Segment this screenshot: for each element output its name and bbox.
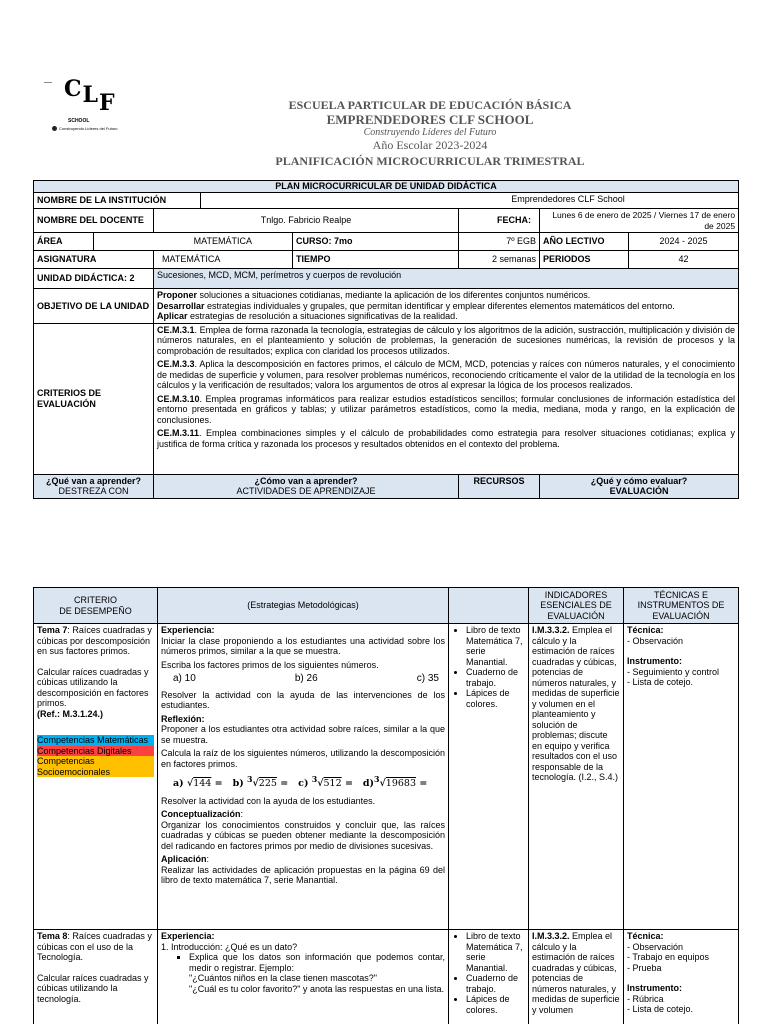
header-criterio: CRITERIO DE DESEMPEÑO — [34, 588, 158, 624]
criterion-1-code: CE.M.3.1 — [157, 324, 195, 335]
objective-1 — [157, 290, 735, 301]
tema7-ins-item: - Lista de cotejo. — [627, 677, 694, 687]
root-c-label: c) — [298, 778, 312, 790]
col-eval-question: ¿Qué y cómo evaluar? — [590, 475, 688, 486]
teacher-label: NOMBRE DEL DOCENTE — [34, 209, 154, 233]
root-a-label: a) — [173, 778, 187, 790]
institution-value: Emprendedores CLF School — [201, 193, 739, 209]
tema8-exp-bullet — [189, 952, 445, 994]
tema7-resources-list — [462, 625, 525, 709]
tema8-exp-intro: 1. Introducción: ¿Qué es un dato? — [161, 941, 298, 952]
col-eval-header — [540, 474, 739, 498]
objective-label: OBJETIVO DE LA UNIDAD — [34, 289, 154, 324]
logo-slogan: Construyendo Líderes del Futuro — [59, 126, 118, 131]
tema7-exercises — [161, 674, 445, 685]
criterion-3-code: CE.M.3.10 — [157, 393, 200, 404]
tema7-resources-cell — [449, 624, 529, 930]
tema8-ind-text: Emplea el cálculo y la estimación de raíces cuadradas y cúbicas, potencias de números naturales, y medidas de superficie y volumen — [532, 931, 620, 1015]
root-a-eq: = — [211, 778, 223, 790]
objective-3-verb: Aplicar — [157, 311, 188, 321]
header-tecnicas: TÉCNICAS E INSTRUMENTOS DE EVALUACIÓN — [624, 588, 739, 624]
tema7-con-label — [161, 809, 445, 820]
tema8-tec-item: - Observación — [627, 941, 684, 952]
radical-icon: √ — [379, 778, 386, 790]
tema8-exp-q2: "¿Cuál es tu color favorito?" y anota las respuestas en una lista. — [189, 983, 445, 994]
col-how-header — [154, 474, 459, 498]
header-recursos-blank — [449, 588, 529, 624]
tema7-exp-text2: Escriba los factores primos de los siguientes números. — [161, 659, 379, 670]
tema8-title-text: : Raíces cuadradas y cúbicas con el uso de la Tecnología. — [37, 931, 152, 962]
tema8-tec-item: - Prueba — [627, 962, 662, 973]
periods-value: 42 — [629, 251, 739, 269]
school-line1: ESCUELA PARTICULAR DE EDUCACIÓN BÁSICA — [288, 98, 572, 112]
header-indicadores: INDICADORES ESENCIALES DE EVALUACIÓN — [529, 588, 624, 624]
tema7-ref-label: Reflexión: — [161, 713, 205, 724]
objective-3 — [157, 311, 735, 322]
tema8-title — [37, 931, 154, 963]
objective-2 — [157, 301, 735, 312]
area-label: ÁREA — [34, 233, 94, 251]
activities-table — [33, 587, 739, 1024]
tema8-tec-item: - Trabajo en equipos — [627, 952, 710, 962]
tema7-criterio-cell — [34, 624, 158, 930]
tema7-desc: Calcular raíces cuadradas y cúbicas utilizando la descomposición en factores primos. — [37, 666, 149, 708]
logo-text — [64, 76, 116, 116]
unit-plan-table — [33, 180, 739, 499]
tema8-exp-list — [185, 952, 445, 994]
radical-icon: √ — [186, 778, 194, 790]
date-value: Lunes 6 de enero de 2025 / Viernes 17 de enero de 2025 — [540, 209, 739, 233]
criterion-1-text: . Emplea de forma razonada la tecnología, estrategias de cálculo y los algoritmos de la adición, sustracción, multiplicación y división de números naturales, en el planteamiento y solución de problemas, la generación de sucesiones numéricas, la revisión de procesos y la comprobación de resultados; explica con claridad los procesos utilizados. — [157, 324, 736, 356]
institution-label: NOMBRE DE LA INSTITUCIÓN — [34, 193, 201, 209]
resource-item: • Libro de texto Matemática 7, serie Manantial. — [466, 625, 525, 667]
root-c-num: 512 — [323, 778, 342, 790]
subject-value: MATEMÁTICA — [154, 251, 293, 269]
unit-plan-title: PLAN MICROCURRICULAR DE UNIDAD DIDÁCTICA — [34, 181, 739, 193]
logo-globe-icon — [52, 126, 57, 131]
criteria-cell — [154, 323, 739, 474]
col-what-question: ¿Qué van a aprender? — [45, 475, 142, 486]
tema8-exp-b1: Explica que los datos son información que podemos contar, medir o registrar. Ejemplo: — [189, 952, 445, 973]
tema7-ex-a: a) 10 — [173, 673, 196, 684]
tema8-resources-list — [462, 931, 525, 1015]
criterion-2-code: CE.M.3.3 — [157, 359, 195, 369]
col-eval-sub: EVALUACIÓN — [609, 486, 669, 496]
root-d-eq: = — [416, 778, 428, 790]
objective-2-verb: Desarrollar — [157, 300, 205, 311]
resource-item: • Lápices de colores. — [466, 994, 525, 1015]
tema7-apl-label — [161, 854, 445, 865]
tema7-ex-c: c) 35 — [416, 673, 439, 684]
time-label: TIEMPO — [293, 251, 459, 269]
objective-2-text: estrategias individuales y grupales, que permitan identificar y emplear diferentes elementos matemáticos del entorno. — [204, 300, 675, 311]
radical-icon: √ — [252, 778, 259, 790]
objective-1-verb: Proponer — [157, 290, 198, 300]
tema7-ref-text: Proponer a los estudiantes otra actividad sobre raíces, similar a la que se muestra. — [161, 724, 445, 745]
tema7-apl-text: Realizar las actividades de aplicación propuestas en la página 69 del libro de texto matemática 7, serie Manantial. — [161, 864, 445, 886]
col-how-sub: ACTIVIDADES DE APRENDIZAJE — [236, 486, 376, 496]
tema8-resources-cell — [449, 930, 529, 1024]
tema7-title — [37, 625, 154, 657]
criterion-2 — [157, 359, 735, 391]
tema7-ind-code: I.M.3.3.2. — [532, 625, 570, 635]
unit-label: UNIDAD DIDÁCTICA: 2 — [34, 269, 154, 289]
tema7-strategies-cell — [158, 624, 449, 930]
tema7-con-colon: : — [240, 809, 244, 820]
col-how-question: ¿Cómo van a aprender? — [254, 475, 358, 486]
tema7-apl-colon: : — [206, 854, 210, 865]
school-logo — [44, 70, 144, 142]
logo-c: C — [64, 76, 83, 102]
tema8-desc: Calcular raíces cuadradas y cúbicas utilizando la tecnología. — [37, 972, 149, 1004]
logo-school: SCHOOL — [68, 118, 90, 124]
school-year-value: 2024 - 2025 — [629, 233, 739, 251]
school-slogan: Construyendo Líderes del Futuro — [363, 127, 497, 138]
root-c-eq: = — [341, 778, 353, 790]
tema7-title-text: : Raíces cuadradas y cúbicas por descomposición en sus factores primos. — [37, 625, 152, 656]
root-a-num: 144 — [193, 778, 212, 790]
objective-1-text: soluciones a situaciones cotidianas, mediante la aplicación de los diferentes conjuntos numéricos. — [197, 290, 591, 300]
resource-item: • Lápices de colores. — [466, 688, 525, 709]
tema7-tec-label: Técnica: — [627, 625, 664, 635]
root-d-num: 19683 — [385, 778, 417, 790]
criterion-4-code: CE.M.3.11 — [157, 428, 200, 438]
root-b-num: 225 — [258, 778, 277, 790]
criterion-1 — [157, 325, 735, 357]
tema7-con-text: Organizar los conocimientos construidos y concluir que, las raíces cuadradas y cúbicas se pueden obtener mediante la descomposición del radicando en factores primos por medio de divisiones sucesivas. — [161, 819, 445, 851]
teacher-value: Tnlgo. Fabricio Realpe — [154, 209, 459, 233]
tema7-techniques-cell — [624, 624, 739, 930]
resource-item: • Cuaderno de trabajo. — [466, 973, 525, 994]
criterion-4 — [157, 428, 735, 449]
unit-value: Sucesiones, MCD, MCM, perímetros y cuerpos de revolución — [154, 269, 739, 289]
tema7-roots — [173, 775, 445, 790]
root-b-eq: = — [276, 778, 289, 790]
col-resources-header: RECURSOS — [459, 474, 540, 498]
tema8-ins-item: - Rúbrica — [627, 993, 664, 1004]
tema7-title-bold: Tema 7 — [37, 625, 68, 635]
comp-math: Competencias Matemáticas — [37, 735, 154, 746]
radical-icon: √ — [317, 778, 324, 790]
tema8-indicator-cell — [529, 930, 624, 1024]
tema7-ref: (Ref.: M.3.1.24.) — [37, 708, 104, 719]
comp-socio: Competencias Socioemocionales — [37, 756, 154, 777]
root-d-label: d) — [362, 778, 375, 790]
plan-title: PLANIFICACIÓN MICROCURRICULAR TRIMESTRAL — [275, 154, 585, 168]
criterion-4-text: . Emplea combinaciones simples y el cálculo de probabilidades como estrategia para resolver situaciones cotidianas; explica y justifica de forma crítica y razonada los procesos y resultados obtenidos en el contexto del problema. — [157, 428, 736, 449]
school-year-label: AÑO LECTIVO — [540, 233, 629, 251]
tema7-exp-text: Iniciar la clase proponiendo a los estudiantes una actividad sobre los números primos, similar a la que se muestra. — [161, 635, 445, 656]
logo-line — [44, 82, 52, 83]
tema8-criterio-cell — [34, 930, 158, 1024]
col-what-header — [34, 474, 154, 498]
criterion-3 — [157, 394, 735, 426]
root-b-label: b) — [232, 778, 248, 790]
periods-label: PERIODOS — [540, 251, 629, 269]
tema7-ex-b: b) 26 — [294, 673, 318, 684]
tema7-tec-item: - Observación — [627, 635, 684, 646]
comp-digital: Competencias Digitales — [37, 746, 154, 757]
tema7-ins-label: Instrumento: — [627, 656, 682, 666]
area-value: MATEMÁTICA — [94, 233, 293, 251]
subject-label: ASIGNATURA — [34, 251, 154, 269]
tema7-con-label-text: Conceptualización — [161, 809, 241, 820]
resource-item: • Libro de texto Matemática 7, serie Manantial. — [466, 931, 525, 973]
logo-f: F — [98, 90, 116, 116]
course-value: 7º EGB — [459, 233, 540, 251]
objective-3-text: estrategias de resolución a situaciones significativas de la realidad. — [187, 311, 458, 321]
date-label: FECHA: — [459, 209, 540, 233]
criteria-label: CRITERIOS DE EVALUACIÓN — [34, 323, 154, 474]
logo-l: L — [82, 82, 99, 108]
school-line2: EMPRENDEDORES CLF SCHOOL — [326, 112, 534, 127]
tema7-exp-text3: Resolver la actividad con la ayuda de las intervenciones de los estudiantes. — [161, 689, 445, 710]
tema7-exp-label: Experiencia: — [161, 625, 215, 635]
tema8-exp-q1: "¿Cuántos niños en la clase tienen mascotas?" — [189, 973, 377, 983]
tema7-ref-text3: Resolver la actividad con la ayuda de los estudiantes. — [161, 795, 376, 806]
tema8-techniques-cell — [624, 930, 739, 1024]
root-d-index: 3 — [374, 775, 380, 784]
tema7-indicator-cell — [529, 624, 624, 930]
course-label: CURSO: 7mo — [293, 233, 459, 251]
objective-cell — [154, 289, 739, 324]
time-value: 2 semanas — [459, 251, 540, 269]
tema8-title-bold: Tema 8 — [37, 931, 68, 941]
criterion-3-text: . Emplea programas informáticos para realizar estudios estadísticos sencillos; formular conclusiones de información estadística del entorno presentada en gráficos y tablas; y utilizar parámetros estadísticos, como la media, mediana, moda y rango, en la explicación de conclusiones. — [157, 393, 736, 425]
tema8-ins-item: - Lista de cotejo. — [627, 1004, 694, 1014]
tema8-exp-label: Experiencia: — [161, 931, 215, 941]
root-c-index: 3 — [311, 775, 318, 784]
col-what-sub: DESTREZA CON — [58, 486, 129, 496]
tema8-tec-label: Técnica: — [627, 931, 664, 941]
tema8-strategies-cell — [158, 930, 449, 1024]
header-estrategias: (Estrategias Metodológicas) — [158, 588, 449, 624]
tema7-ind-text: Emplea el cálculo y la estimación de raíces cuadradas y cúbicas, potencias de números naturales, y medidas de superficie y volumen en el planteamiento y solución de problemas; discute en equipo y verifica resultados con el uso responsable de la tecnología. (I.2., S.4.) — [532, 625, 620, 782]
root-b-index: 3 — [247, 775, 253, 784]
criterion-2-text: . Aplica la descomposición en factores primos, el cálculo de MCM, MCD, potencias y raíces con números naturales, y el conocimiento de medidas de superficie y volumen, para resolver problemas numéricos, reconociendo críticamente el valor de la utilidad de la tecnología en los cálculos y la verificación de resultados; valora los argumentos de otros al expresar la lógica de los procesos realizados. — [157, 359, 736, 390]
tema8-ind-code: I.M.3.3.2. — [532, 931, 570, 941]
tema7-ref-text2: Calcula la raíz de los siguientes números, utilizando la descomposición en factores primos. — [161, 748, 445, 769]
tema7-competencies — [37, 735, 154, 777]
tema7-apl-label-text: Aplicación — [161, 854, 207, 865]
tema7-ins-item: - Seguimiento y control — [627, 666, 720, 677]
school-year: Año Escolar 2023-2024 — [372, 138, 488, 152]
tema8-ins-label: Instrumento: — [627, 983, 682, 993]
resource-item: • Cuaderno de trabajo. — [466, 667, 525, 688]
